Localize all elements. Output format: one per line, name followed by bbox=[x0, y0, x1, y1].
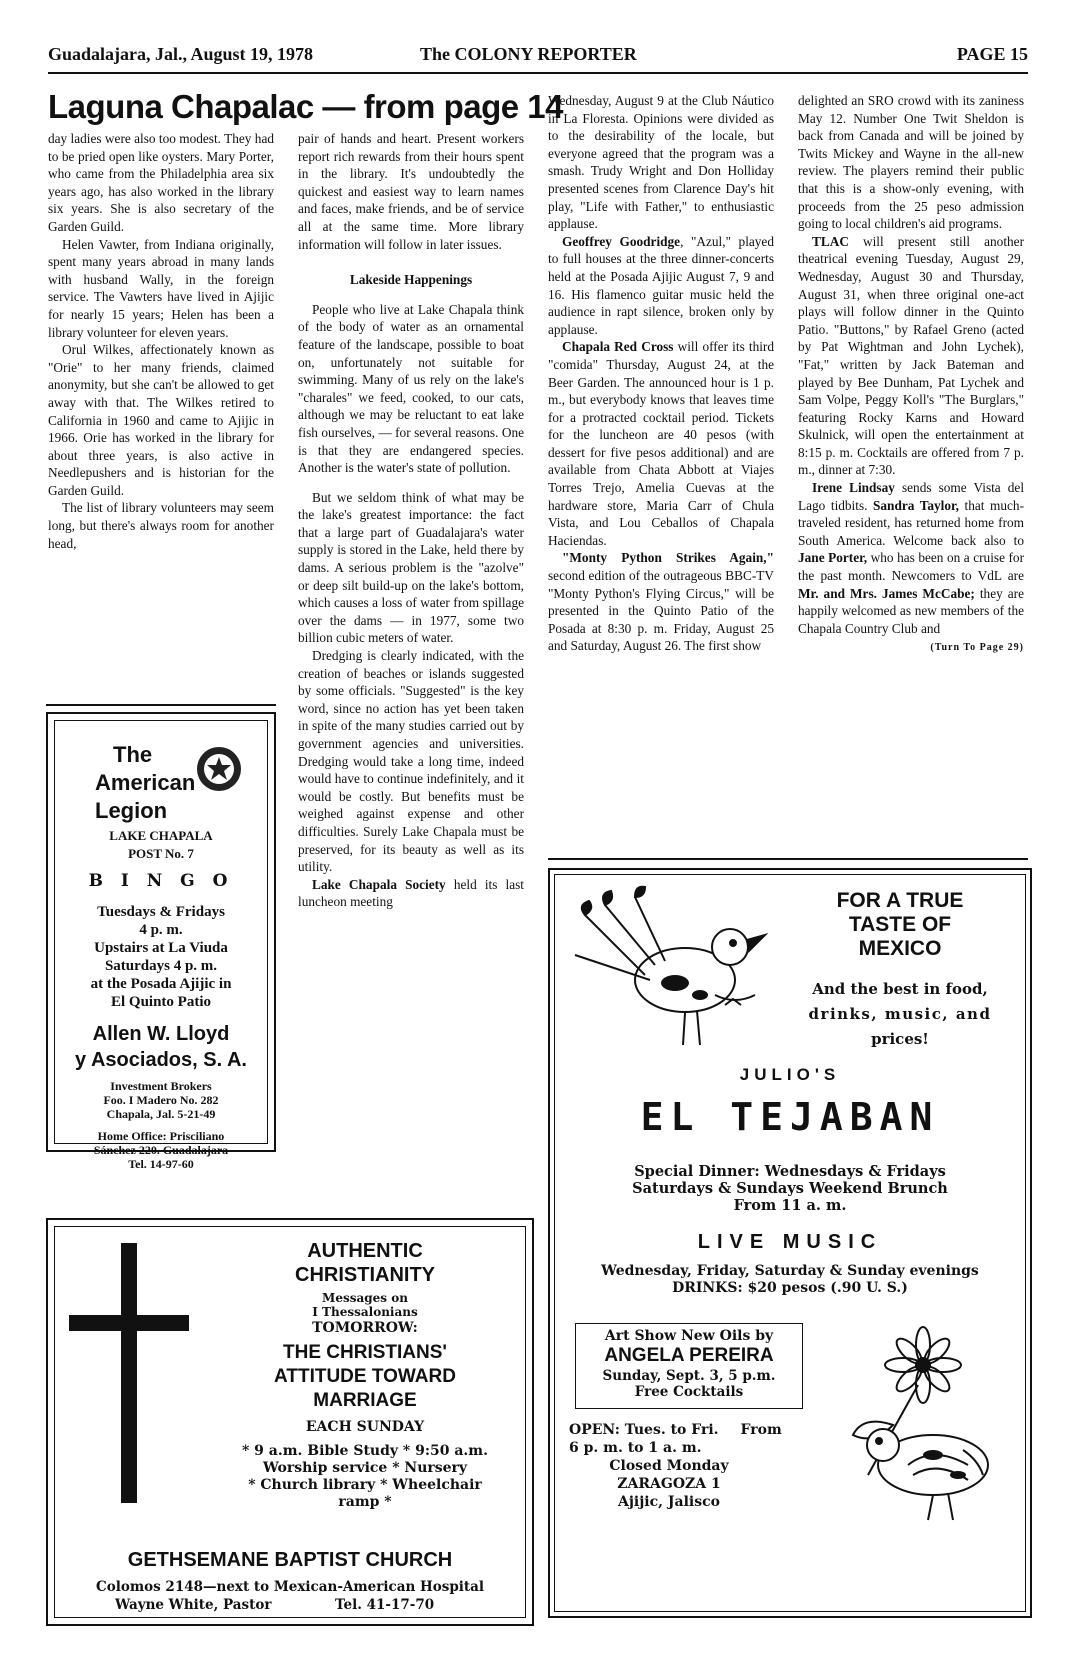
bold-name: TLAC bbox=[812, 233, 849, 249]
church-name: GETHSEMANE BAPTIST CHURCH bbox=[127, 1549, 453, 1571]
subtagline-line: And the best in food, bbox=[812, 980, 988, 998]
legion-title-line: The bbox=[113, 742, 153, 767]
paragraph-text: that much-traveled resident, has returned home from South America. Welcome back also to bbox=[798, 497, 1025, 548]
paragraph-text: will present still another theatrical evening Tuesday, August 29, Wednesday, August 30 and Thursday, August 31, when three original one-act plays will follow dinner in the Quinto Patio. "Buttons," by Rafael Greno (acted by Pat Wightman and John Lychek), "Fat," written by Jack Bateman and played by Bee Dunham, Pat Lychek and Sam Volpe, Peggy Koll's "The Burglars," featuring Rocky Karns and Howard Skulnick, will open the entertainment at 8:15 p. m. Cocktails are offered from 7 p. m., dinner at 7:30. bbox=[798, 233, 1024, 478]
church-schedule: * Church library * Wheelchair bbox=[248, 1477, 482, 1493]
paragraph: But we seldom think of what may be the lake's greatest importance: the fact that a large part of Guadalajara's water supply is stored in the Lake, held there by dams. A serious problem is the "azolve" or deep silt build-up on the lake's bottom, which causes a loss of water from spillage over the dams — in 1977, some two billion cubic meters of water. bbox=[298, 489, 524, 646]
article-column-3 bbox=[548, 92, 774, 655]
sermon-title: MARRIAGE bbox=[313, 1390, 417, 1411]
paragraph bbox=[548, 549, 774, 655]
music-line: Wednesday, Friday, Saturday & Sunday evenings bbox=[601, 1263, 979, 1279]
church-subline: I Thessalonians bbox=[312, 1305, 418, 1319]
paragraph: pair of hands and heart. Present workers report rich rewards from their hours spent in the library. It's undoubtedly the quickest and easiest way to learn names and faces, make friends, and be of service all at the same time. More library information will follow in later issues. bbox=[298, 131, 524, 252]
paragraph: Helen Vawter, from Indiana originally, spent many years abroad in many lands with husband Wally, in the foreign service. The Vawters have lived in Ajijic for nearly 15 years; Helen has been a library volunteer for eleven years. bbox=[48, 236, 274, 340]
ad-inner-border bbox=[54, 720, 268, 1171]
legion-post-line: POST No. 7 bbox=[128, 846, 194, 861]
church-schedule: EACH SUNDAY bbox=[305, 1419, 425, 1435]
firm-detail-line: Chapala, Jal. 5-21-49 bbox=[106, 1107, 216, 1121]
live-music-heading: LIVE MUSIC bbox=[697, 1231, 883, 1253]
sermon-title: ATTITUDE TOWARD bbox=[274, 1366, 456, 1387]
paragraph-text: second edition of the outrageous BBC-TV "Monty Python's Flying Circus," will be presented in the Quinto Patio of the Posada at 8:30 p. m. Friday, August 25 and Saturday, August 26. The first show bbox=[548, 568, 774, 654]
bold-name: Geoffrey Goodridge bbox=[562, 233, 681, 249]
cross-icon bbox=[69, 1243, 189, 1503]
dinner-line: Special Dinner: Wednesdays & Fridays bbox=[634, 1163, 946, 1180]
paragraph: People who live at Lake Chapala think of the body of water as an ornamental feature of the landscape, possible to boat on, unfortunately not suitable for swimming. Many of us rely on the lake's "charales" we feed, cooked, to our cats, although we may be reluctant to eat lake fish ourselves, — for several reasons. One is that they are endangered species. Another is the water's state of pollution. bbox=[298, 301, 524, 476]
firm-detail-line: Tel. 14-97-60 bbox=[128, 1157, 194, 1171]
bold-name: Jane Porter, bbox=[798, 550, 868, 566]
paragraph: Dredging is clearly indicated, with the creation of beaches or islands suggested by some officials. "Suggested" is the key word, since no action has yet been taken in spite of the many studies carried out by government agencies and universities. Dredging would take a long time, indeed would have to continue indefinitely, and it would be costly. But benefits must be weighed against expense and other difficulties. Surely Lake Chapala must be preserved, for its beauty as well as its utility. bbox=[298, 648, 524, 875]
legion-title-line: American bbox=[95, 770, 196, 795]
church-address: Colomos 2148—next to Mexican-American Hospital bbox=[95, 1579, 485, 1595]
ad-inner-border bbox=[554, 874, 1026, 1612]
hours-line: From bbox=[740, 1422, 782, 1438]
legion-title-line: Legion bbox=[95, 798, 168, 823]
schedule-line: 4 p. m. bbox=[139, 922, 183, 938]
schedule-line: Tuesdays & Fridays bbox=[97, 904, 225, 920]
restaurant-address: ZARAGOZA 1 bbox=[617, 1476, 721, 1492]
firm-detail-line: Investment Brokers bbox=[110, 1079, 212, 1093]
gethsemane-baptist-church-ad bbox=[46, 1218, 534, 1626]
masthead-paper-name: The COLONY REPORTER bbox=[420, 44, 637, 64]
tagline-line: FOR A TRUE bbox=[836, 889, 964, 912]
american-legion-ad bbox=[46, 712, 276, 1171]
paragraph: Orul Wilkes, affectionately known as "Orie" to her many friends, claimed anonymity, but she can't be allowed to get away with that. The Wilkes retired to California in 1960 and came to Ajijic in 1966. Orie has worked in the library for about three years, is also active in Needlepushers and is historian for the Garden Guild. bbox=[48, 342, 274, 498]
church-pastor: Wayne White, Pastor bbox=[115, 1597, 272, 1613]
tagline-line: MEXICO bbox=[858, 937, 942, 960]
restaurant-name: EL TEJABAN bbox=[640, 1095, 940, 1139]
special-dinner-info bbox=[555, 1163, 1025, 1214]
paragraph-text: will offer its third "comida" Thursday, August 24, at the Beer Garden. The announced hour is 1 p. m., but everybody knows that leaves time for a protracted cocktail period. Tickets for the luncheon are 40 pesos (with dessert for five pesos additional) and are available from Chata Abbott at Viajes Torres Trejo, Amelia Cuevas at the hardware store, Maria Carr of Chula Vista, and Lou Ceballos of Chapala Haciendas. bbox=[548, 339, 774, 548]
paragraph: delighted an SRO crowd with its zaniness May 12. Number One Twit Sheldon is back from Canada and will be joined by Twits Mickey and Wayne in the all-new review. The players remind their public that this is a show-only evening, with proceeds from the 25 peso admission going to local children's aid programs. bbox=[798, 93, 1024, 232]
art-show-line: Free Cocktails bbox=[634, 1384, 744, 1400]
firm-detail-line: Sánchez 220. Guadalajara bbox=[93, 1143, 229, 1157]
masthead-rule bbox=[48, 72, 1028, 74]
masthead bbox=[48, 44, 1028, 70]
article-column-1 bbox=[48, 130, 274, 552]
church-schedule: * 9 a.m. Bible Study * 9:50 a.m. bbox=[241, 1443, 488, 1459]
legion-emblem-icon bbox=[195, 745, 243, 793]
bingo-title: B I N G O bbox=[88, 871, 234, 891]
schedule-line: Upstairs at La Viuda bbox=[94, 940, 228, 956]
paragraph-text: who has been on a cruise for the past month. Newcomers to VdL are bbox=[798, 550, 1024, 584]
article-column-4 bbox=[798, 92, 1024, 657]
firm-detail-line: Home Office: Prisciliano bbox=[97, 1129, 225, 1143]
firm-line: y Asociados, S. A. bbox=[75, 1049, 247, 1071]
art-show-box bbox=[575, 1323, 803, 1409]
sermon-title: THE CHRISTIANS' bbox=[283, 1342, 447, 1363]
divider bbox=[46, 704, 276, 706]
firm-details bbox=[55, 1079, 267, 1171]
restaurant-town: Ajijic, Jalisco bbox=[618, 1494, 720, 1510]
section-subhead: Lakeside Happenings bbox=[349, 272, 473, 288]
opening-hours bbox=[569, 1421, 829, 1511]
bold-name: Sandra Taylor, bbox=[873, 497, 959, 513]
dinner-line: From 11 a. m. bbox=[733, 1197, 847, 1214]
firm-line: Allen W. Lloyd bbox=[92, 1023, 230, 1045]
subtagline-line: drinks, music, and bbox=[808, 1005, 992, 1023]
paragraph bbox=[548, 338, 774, 549]
subtagline-line: prices! bbox=[871, 1030, 929, 1048]
paragraph-text: held its last luncheon meeting bbox=[298, 876, 524, 910]
art-show-line: Sunday, Sept. 3, 5 p.m. bbox=[602, 1368, 776, 1384]
church-schedule: ramp * bbox=[338, 1494, 392, 1510]
legion-post-line: LAKE CHAPALA bbox=[109, 828, 213, 843]
jump-line: (Turn To Page 29) bbox=[930, 642, 1024, 654]
church-heading: AUTHENTIC bbox=[307, 1240, 423, 1262]
bingo-schedule bbox=[55, 903, 267, 1011]
live-music-info bbox=[555, 1263, 1025, 1297]
paragraph bbox=[298, 876, 524, 911]
bird-illustration-icon bbox=[565, 885, 785, 1055]
paragraph bbox=[798, 233, 1024, 479]
dinner-line: Saturdays & Sundays Weekend Brunch bbox=[632, 1180, 948, 1197]
ad-inner-border bbox=[54, 1226, 526, 1618]
allen-lloyd-firm-name bbox=[55, 1021, 267, 1073]
schedule-line: Saturdays 4 p. m. bbox=[104, 958, 218, 974]
bold-name: "Monty Python Strikes Again," bbox=[562, 550, 774, 566]
art-show-line: Art Show New Oils by bbox=[604, 1328, 774, 1344]
church-phone: Tel. 41-17-70 bbox=[335, 1597, 435, 1613]
julio-subtagline bbox=[785, 977, 1015, 1052]
julios-el-tejaban-ad bbox=[548, 868, 1032, 1618]
bold-name: Irene Lindsay bbox=[812, 480, 895, 496]
tagline-line: TASTE OF bbox=[848, 913, 952, 936]
music-line: DRINKS: $20 pesos (.90 U. S.) bbox=[672, 1280, 908, 1296]
closed-day: Closed Monday bbox=[609, 1458, 729, 1474]
paragraph-text: sends some Vista del Lago tidbits. bbox=[798, 480, 1025, 513]
paragraph bbox=[798, 479, 1024, 637]
hours-line: 6 p. m. to 1 a. m. bbox=[569, 1440, 702, 1456]
schedule-line: at the Posada Ajijic in bbox=[90, 976, 232, 992]
paragraph: Wednesday, August 9 at the Club Náutico in La Floresta. Opinions were divided as to the desirability of the locale, but everyone agreed that the program was a smash. Trudy Wright and Don Holliday presented scenes from Clarence Day's hit play, "Life with Father," to enthusiastic applause. bbox=[548, 93, 774, 232]
church-subline: TOMORROW: bbox=[312, 1320, 418, 1336]
divider bbox=[548, 858, 1028, 860]
legion-post bbox=[55, 827, 267, 863]
article-headline: Laguna Chapalac — from page 14 bbox=[48, 88, 563, 125]
paragraph-text: they are happily welcomed as new members of the Chapala Country Club and bbox=[798, 585, 1024, 636]
firm-detail-line: Foo. I Madero No. 282 bbox=[103, 1093, 219, 1107]
flower-bird-illustration-icon bbox=[813, 1325, 1013, 1525]
artist-name: ANGELA PEREIRA bbox=[604, 1345, 774, 1366]
article-column-2 bbox=[298, 130, 524, 911]
masthead-page-number: PAGE 15 bbox=[956, 44, 1028, 64]
julio-tagline bbox=[785, 889, 1015, 961]
church-heading: CHRISTIANITY bbox=[295, 1264, 435, 1286]
legion-title bbox=[95, 741, 195, 825]
church-schedule: Worship service * Nursery bbox=[262, 1460, 468, 1476]
restaurant-owner-name: JULIO'S bbox=[739, 1065, 841, 1084]
church-subline: Messages on bbox=[322, 1291, 408, 1305]
bold-name: Mr. and Mrs. James McCabe; bbox=[798, 585, 975, 601]
hours-line: OPEN: Tues. to Fri. bbox=[569, 1422, 719, 1438]
paragraph-text: , "Azul," played to full houses at the three dinner-concerts held at the Posada Ajijic August 7, 9 and 16. His flamenco guitar music held the audience in rapt silence, broken only by applause. bbox=[548, 233, 774, 337]
church-message bbox=[205, 1239, 525, 1511]
paragraph: The list of library volunteers may seem long, but there's always room for another head, bbox=[48, 500, 274, 551]
schedule-line: El Quinto Patio bbox=[110, 994, 211, 1010]
paragraph bbox=[548, 233, 774, 339]
masthead-dateline: Guadalajara, Jal., August 19, 1978 bbox=[48, 44, 314, 64]
paragraph: day ladies were also too modest. They had to be pried open like oysters. Mary Porter, who came from the Philadelphia area six years ago, has also worked in the library six years. She is also secretary of the Garden Guild. bbox=[48, 131, 274, 234]
bold-name: Lake Chapala Society bbox=[312, 876, 446, 892]
bold-name: Chapala Red Cross bbox=[562, 339, 674, 355]
